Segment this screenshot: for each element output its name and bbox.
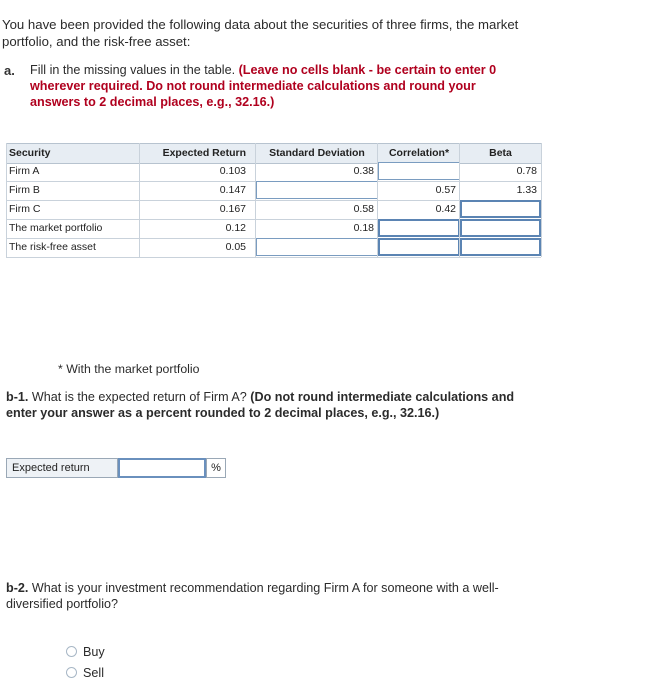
percent-unit: % — [206, 458, 226, 478]
header-expected-return: Expected Return — [162, 147, 246, 159]
beta-input-risk-free[interactable] — [460, 238, 541, 256]
expected-return-label: Expected return — [6, 458, 118, 478]
b2-marker: b-2. — [6, 581, 29, 595]
cell-std-dev: 0.58 — [353, 203, 374, 215]
grid-line — [459, 143, 460, 257]
cell-expected-return: 0.05 — [225, 241, 246, 253]
grid-line — [139, 143, 140, 257]
radio-icon[interactable] — [66, 646, 77, 657]
question-b2 — [6, 580, 536, 612]
table-header-row — [6, 143, 541, 164]
cell-correlation: 0.57 — [435, 184, 456, 196]
header-correlation: Correlation* — [388, 147, 450, 159]
intro-text: You have been provided the following data about the securities of three firms, the market portfolio, and the risk-free asset: — [2, 17, 519, 49]
grid-line — [6, 143, 7, 257]
cell-security: The market portfolio — [9, 222, 103, 234]
expected-return-input[interactable] — [118, 458, 206, 478]
part-a-text: Fill in the missing values in the table. — [30, 63, 239, 77]
option-sell-label: Sell — [83, 666, 104, 680]
table-row — [6, 219, 541, 239]
radio-icon[interactable] — [66, 667, 77, 678]
beta-input-market[interactable] — [460, 219, 541, 237]
question-b1 — [6, 389, 526, 421]
cell-security: The risk-free asset — [9, 241, 96, 253]
part-a-emphasis: (Leave no cells blank - be certain to enter 0 wherever required. Do not round intermediate calculations and round your answers to 2 decimal places, e.g., 32.16.) — [30, 63, 497, 109]
b1-text: What is the expected return of Firm A? — [31, 390, 251, 404]
table-row — [6, 238, 541, 258]
correlation-input-firm-a[interactable] — [378, 162, 460, 180]
cell-expected-return: 0.103 — [219, 165, 246, 177]
cell-expected-return: 0.147 — [219, 184, 246, 196]
option-buy-label: Buy — [83, 645, 105, 659]
part-a-marker: a. — [4, 63, 15, 78]
expected-return-answer — [6, 458, 226, 478]
option-buy[interactable] — [66, 644, 105, 660]
cell-beta: 1.33 — [516, 184, 537, 196]
std-dev-input-firm-b[interactable] — [256, 181, 378, 199]
cell-security: Firm B — [9, 184, 40, 196]
grid-line — [377, 143, 378, 257]
cell-security: Firm A — [9, 165, 40, 177]
cell-std-dev: 0.38 — [353, 165, 374, 177]
table-row — [6, 162, 541, 182]
cell-security: Firm C — [9, 203, 41, 215]
correlation-input-risk-free[interactable] — [378, 238, 460, 256]
cell-std-dev: 0.18 — [353, 222, 374, 234]
table-row — [6, 200, 541, 220]
cell-expected-return: 0.167 — [219, 203, 246, 215]
part-a-instructions — [30, 62, 520, 110]
cell-correlation: 0.42 — [435, 203, 456, 215]
footnote: * With the market portfolio — [58, 362, 200, 376]
header-beta: Beta — [489, 147, 512, 159]
beta-input-firm-c[interactable] — [460, 200, 541, 218]
header-std-dev: Standard Deviation — [269, 147, 365, 159]
grid-line — [541, 143, 542, 257]
table-row — [6, 181, 541, 201]
grid-line — [255, 143, 256, 257]
option-sell[interactable] — [66, 665, 104, 681]
b1-emphasis: (Do not round intermediate calculations and enter your answer as a percent rounded to 2 decimal places, e.g., 32.16.) — [6, 390, 515, 420]
cell-beta: 0.78 — [516, 165, 537, 177]
header-security: Security — [9, 147, 51, 159]
std-dev-input-risk-free[interactable] — [256, 238, 378, 256]
b1-marker: b-1. — [6, 390, 29, 404]
cell-expected-return: 0.12 — [225, 222, 246, 234]
correlation-input-market[interactable] — [378, 219, 460, 237]
b2-text: What is your investment recommendation regarding Firm A for someone with a well-diversified portfolio? — [6, 581, 499, 611]
